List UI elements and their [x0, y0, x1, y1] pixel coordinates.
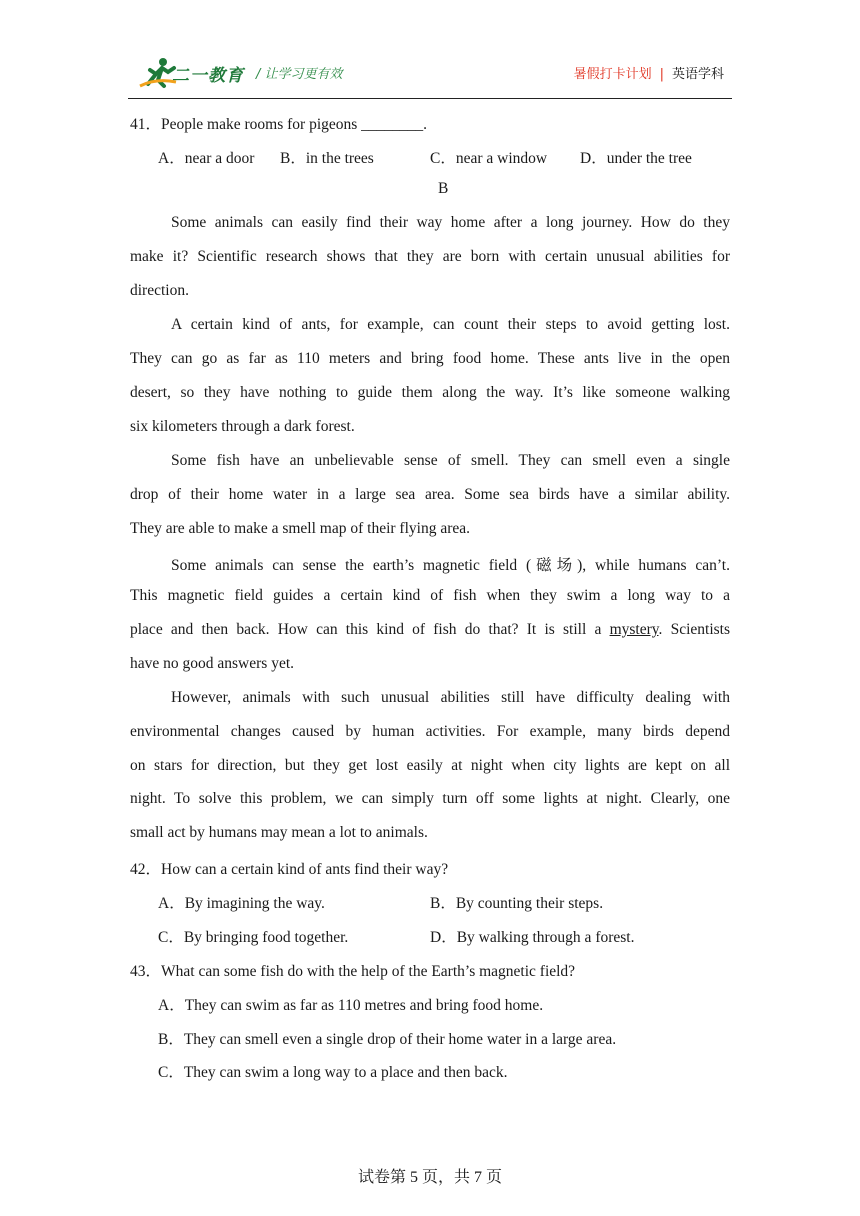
- q42-option-a: A．By imagining the way.: [158, 895, 325, 912]
- passage-p2-line2: They can go as far as 110 meters and bring food home. These ants live in the open: [130, 350, 730, 367]
- passage-p5-line3: on stars for direction, but they get lost easily at night when city lights are kept on all: [130, 757, 730, 774]
- passage-p2-line4: six kilometers through a dark forest.: [130, 418, 355, 435]
- passage-p4-line4: have no good answers yet.: [130, 655, 294, 672]
- question-42-stem: 42．How can a certain kind of ants find their way?: [130, 861, 449, 878]
- q41-option-a: A．near a door: [158, 150, 255, 167]
- passage-p2-line3: desert, so they have nothing to guide them along the way. It’s like someone walking: [130, 384, 730, 401]
- q41-option-d: D．under the tree: [580, 150, 692, 167]
- header-rule: [128, 98, 732, 99]
- header-separator: |: [659, 67, 664, 82]
- passage-p1-line2: make it? Scientific research shows that they are born with certain unusual abilities for: [130, 248, 730, 265]
- passage-p4-line3-post: . Scientists: [658, 621, 731, 638]
- header-plan: 暑假打卡计划: [573, 67, 652, 82]
- passage-p4-line3: [130, 621, 730, 639]
- passage-p4-line3-pre: place and then back. How can this kind of fish do that? It is still a: [130, 621, 602, 638]
- passage-p3-line2: drop of their home water in a large sea area. Some sea birds have a similar ability.: [130, 486, 730, 503]
- passage-p4-line1: Some animals can sense the earth’s magnetic field (磁场), while humans can’t.: [171, 557, 730, 574]
- q42-option-d: D．By walking through a forest.: [430, 929, 635, 946]
- passage-p5-line5: small act by humans may mean a lot to animals.: [130, 824, 428, 841]
- passage-p3-line3: They are able to make a smell map of their flying area.: [130, 520, 470, 537]
- passage-p2-line1: A certain kind of ants, for example, can count their steps to avoid getting lost.: [171, 316, 730, 333]
- header-subject: 英语学科: [671, 67, 724, 82]
- passage-p5-line4: night. To solve this problem, we can simply turn off some lights at night. Clearly, one: [130, 790, 730, 807]
- section-b-heading: B: [438, 180, 449, 197]
- passage-p1-line1: Some animals can easily find their way home after a long journey. How do they: [171, 214, 730, 231]
- q43-option-b: B．They can smell even a single drop of their home water in a large area.: [158, 1031, 617, 1048]
- q43-option-a: A．They can swim as far as 110 metres and bring food home.: [158, 997, 544, 1014]
- header-right: [574, 63, 724, 82]
- logo-text: 二一教育: [172, 66, 244, 86]
- passage-p5-line2: environmental changes caused by human activities. For example, many birds depend: [130, 723, 730, 740]
- q42-option-c: C．By bringing food together.: [158, 929, 349, 946]
- q41-option-b: B．in the trees: [280, 150, 374, 167]
- passage-p5-line1: However, animals with such unusual abilities still have difficulty dealing with: [171, 689, 730, 706]
- passage-p1-line3: direction.: [130, 282, 189, 299]
- question-41-stem: 41．People make rooms for pigeons ________.: [130, 116, 428, 133]
- page-header: [128, 54, 732, 98]
- q41-option-c: C．near a window: [430, 150, 548, 167]
- page-footer: 试卷第 5 页，共 7 页: [357, 1169, 502, 1186]
- passage-p3-line1: Some fish have an unbelievable sense of smell. They can smell even a single: [171, 452, 730, 469]
- mystery-underlined-word: mystery: [609, 621, 659, 638]
- question-43-stem: 43．What can some fish do with the help of the Earth’s magnetic field?: [130, 963, 576, 980]
- passage-p4-line2: This magnetic field guides a certain kind of fish when they swim a long way to a: [130, 587, 730, 604]
- q42-option-b: B．By counting their steps.: [430, 895, 604, 912]
- q43-option-c: C．They can swim a long way to a place and then back.: [158, 1064, 508, 1081]
- header-slogan: / 让学习更有效: [256, 67, 343, 82]
